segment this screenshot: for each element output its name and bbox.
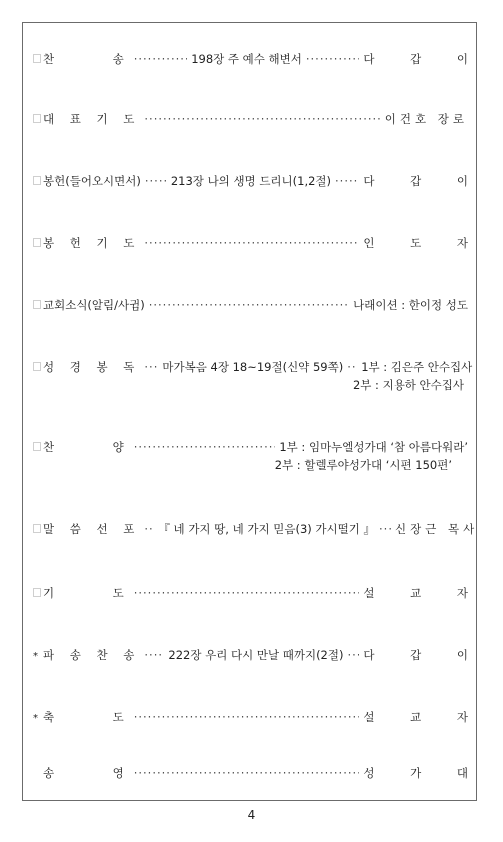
order-item-hymn xyxy=(33,51,484,67)
leader-dots xyxy=(134,585,360,601)
item-leader: 나래이션 : 한이정 성도 xyxy=(353,298,468,312)
item-detail: 『 네 가지 땅, 네 가지 믿음(3) 가시떨기 』 xyxy=(158,522,376,536)
bullet-icon xyxy=(33,362,41,371)
leader-dots xyxy=(134,709,360,725)
item-leader-second: 2부 : 지용하 안수집사 xyxy=(352,378,464,392)
bullet-icon xyxy=(33,300,41,309)
leader-dots xyxy=(144,359,158,375)
item-label: 교회소식(알림/사귐) xyxy=(43,298,145,312)
order-item-sending-hymn xyxy=(33,647,484,665)
item-label: 대 표 기 도 xyxy=(43,112,141,126)
item-label: 축 도 xyxy=(43,710,130,724)
item-leader: 다 갑 이 xyxy=(363,52,484,66)
item-leader: 인 도 자 xyxy=(363,236,484,250)
item-label: 성 경 봉 독 xyxy=(43,360,141,374)
item-label: 봉헌(들어오시면서) xyxy=(43,174,141,188)
item-leader: 성 가 대 xyxy=(363,766,484,780)
leader-dots xyxy=(306,51,359,67)
item-leader: 신장근 목사 xyxy=(395,522,479,536)
order-item-scripture-reading xyxy=(33,359,473,393)
leader-dots xyxy=(144,647,164,663)
standing-mark: * xyxy=(33,651,38,662)
leader-dots xyxy=(145,173,167,189)
page-number: 4 xyxy=(247,808,256,822)
bullet-icon xyxy=(33,588,41,597)
leader-dots xyxy=(134,439,276,455)
leader-dots xyxy=(149,297,349,313)
item-detail: 213장 나의 생명 드리니(1,2절) xyxy=(170,174,332,188)
order-item-offering-prayer xyxy=(33,235,484,251)
leader-dots xyxy=(347,647,359,663)
item-leader: 다 갑 이 xyxy=(363,648,484,662)
item-label: 송 영 xyxy=(43,766,130,780)
order-item-offering xyxy=(33,173,484,189)
bullet-icon xyxy=(33,238,41,247)
order-item-choir-anthem xyxy=(33,439,468,473)
order-item-doxology xyxy=(33,765,484,781)
leader-dots xyxy=(134,51,187,67)
leader-dots xyxy=(347,359,357,375)
order-item-representative-prayer xyxy=(33,111,468,127)
item-leader: 다 갑 이 xyxy=(363,174,484,188)
order-item-church-news xyxy=(33,297,468,313)
item-label: 봉 헌 기 도 xyxy=(43,236,141,250)
item-label: 말 씀 선 포 xyxy=(43,522,141,536)
item-leader: 1부 : 임마누엘성가대 ‘참 아름다워라’ xyxy=(279,440,468,454)
item-leader: 1부 : 김은주 안수집사 xyxy=(361,360,473,374)
item-leader: 설 교 자 xyxy=(363,710,484,724)
order-item-benediction xyxy=(33,709,484,727)
bullet-icon xyxy=(33,524,41,533)
order-item-prayer xyxy=(33,585,484,601)
item-detail: 마가복음 4장 18~19절(신약 59쪽) xyxy=(162,360,344,374)
item-leader: 설 교 자 xyxy=(363,586,484,600)
item-label: 찬 송 xyxy=(43,52,130,66)
item-leader-second: 2부 : 할렐루야성가대 ‘시편 150편’ xyxy=(274,458,452,472)
leader-dots xyxy=(144,235,359,251)
leader-dots xyxy=(134,765,360,781)
order-of-worship-frame xyxy=(22,22,484,801)
leader-dots xyxy=(379,521,391,537)
bullet-icon xyxy=(33,442,41,451)
order-item-sermon xyxy=(33,521,479,537)
item-label: 기 도 xyxy=(43,586,130,600)
item-detail: 222장 우리 다시 만날 때까지(2절) xyxy=(168,648,344,662)
item-label: 찬 양 xyxy=(43,440,130,454)
leader-dots xyxy=(144,111,380,127)
item-detail: 198장 주 예수 해변서 xyxy=(191,52,302,66)
item-leader: 이건호 장로 xyxy=(384,112,468,126)
bullet-icon xyxy=(33,114,41,123)
bullet-icon xyxy=(33,176,41,185)
item-label: 파 송 찬 송 xyxy=(43,648,141,662)
leader-dots xyxy=(144,521,154,537)
bullet-icon xyxy=(33,54,41,63)
leader-dots xyxy=(335,173,359,189)
standing-mark: * xyxy=(33,713,38,724)
